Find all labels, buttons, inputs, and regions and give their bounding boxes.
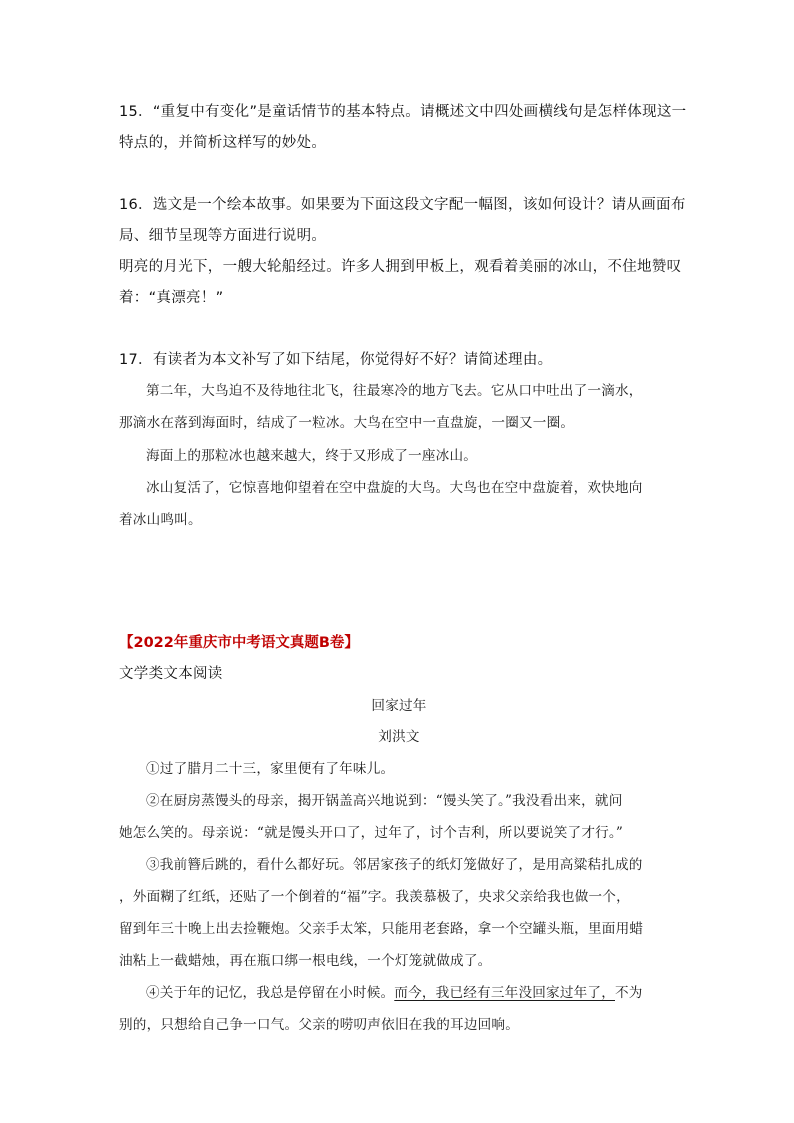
- article-title: 回家过年: [371, 698, 427, 714]
- question-16-line-2: 局、细节呈现等方面进行说明。: [119, 228, 327, 244]
- article-paragraph-3-line-1: ③我前簪后跳的，看什么都好玩。邻居家孩子的纸灯笼做好了，是用高粱秸扎成的: [146, 857, 643, 873]
- article-paragraph-2-line-1: ②在厨房蒸馒头的母亲，揭开锅盖高兴地说到：“馒头笑了。”我没看出来，就问: [146, 793, 623, 809]
- question-17-ending-line-4: 冰山复活了，它惊喜地仰望着在空中盘旋的大鸟。大鸟也在空中盘旋着，欢快地向: [146, 480, 643, 496]
- article-paragraph-3-line-2: ，外面糊了红纸，还贴了一个倒着的“福”字。我羡慕极了，央求父亲给我也做一个，: [119, 889, 630, 905]
- article-paragraph-4-line-2: 别的，只想给自己争一口气。父亲的唠叨声依旧在我的耳边回响。: [119, 1017, 520, 1033]
- exam-source-heading: 【2022年重庆市中考语文真题B卷】: [119, 635, 359, 651]
- question-15-line-1: 15．“重复中有变化”是童话情节的基本特点。请概述文中四处画横线句是怎样体现这一: [119, 104, 687, 120]
- article-paragraph-4-line-1: [146, 983, 706, 1003]
- paragraph-4-tail: 不为: [615, 985, 643, 1001]
- question-17-ending-line-2: 那滴水在落到海面时，结成了一粒冰。大鸟在空中一直盘旋，一圈又一圈。: [119, 415, 575, 431]
- question-16-line-1: 16．选文是一个绘本故事。如果要为下面这段文字配一幅图，该如何设计？请从画面布: [119, 197, 686, 213]
- question-17-prompt: 17．有读者为本文补写了如下结尾，你觉得好不好？请简述理由。: [119, 352, 553, 368]
- article-author: 刘洪文: [378, 729, 420, 745]
- paragraph-4-lead: ④关于年的记忆，我总是停留在小时候。: [146, 985, 395, 1001]
- question-16-passage-line-2: 着：“真漂亮！”: [119, 290, 224, 306]
- article-paragraph-3-line-4: 油粘上一截蜡烛，再在瓶口绑一根电线，一个灯笼就做成了。: [119, 953, 492, 969]
- question-17-ending-line-5: 着冰山鸣叫。: [119, 512, 202, 528]
- article-paragraph-3-line-3: 留到年三十晚上出去捡鞭炮。父亲手太笨，只能用老套路，拿一个空罐头瓶，里面用蜡: [119, 921, 644, 937]
- question-17-ending-line-3: 海面上的那粒冰也越来越大，终于又形成了一座冰山。: [146, 448, 478, 464]
- question-15-line-2: 特点的，并简析这样写的妙处。: [119, 135, 327, 151]
- article-paragraph-1: ①过了腊月二十三，家里便有了年味儿。: [146, 761, 395, 777]
- question-16-passage-line-1: 明亮的月光下，一艘大轮船经过。许多人拥到甲板上，观看着美丽的冰山，不住地赞叹: [119, 259, 682, 275]
- underlined-sentence: 而今，我已经有三年没回家过年了，: [394, 985, 615, 1001]
- question-17-ending-line-1: 第二年，大鸟迫不及待地往北飞，往最寒冷的地方飞去。它从口中吐出了一滴水，: [146, 383, 643, 399]
- section-subheading: 文学类文本阅读: [119, 666, 223, 682]
- article-paragraph-2-line-2: 她怎么笑的。母亲说：“就是馒头开口了，过年了，讨个吉利，所以要说笑了才行。”: [119, 825, 624, 841]
